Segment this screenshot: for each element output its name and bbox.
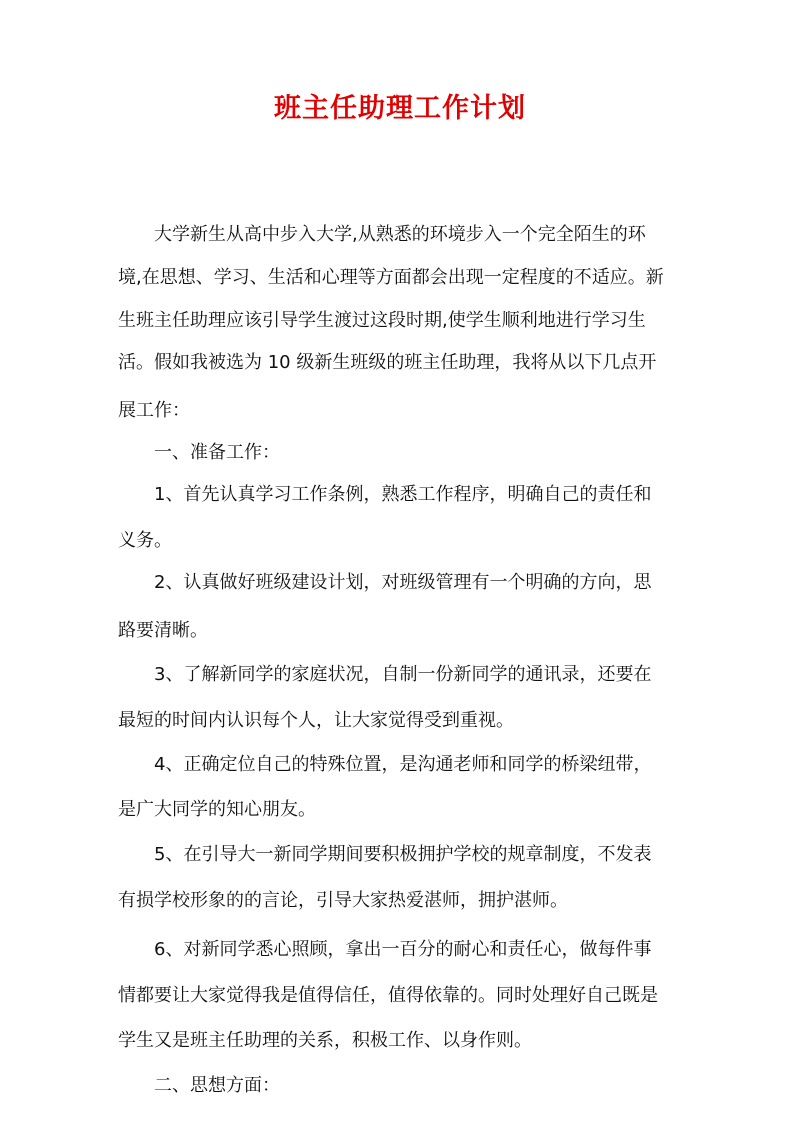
text-line: 有损学校形象的的言论，引导大家热爱湛师，拥护湛师。 (118, 890, 568, 911)
text-line: 生班主任助理应该引导学生渡过这段时期,使学生顺利地进行学习生 (118, 310, 646, 331)
text-line: 境,在思想、学习、生活和心理等方面都会出现一定程度的不适应。新 (118, 267, 664, 288)
text-line: 3、了解新同学的家庭状况，自制一份新同学的通讯录，还要在 (118, 664, 652, 685)
text-line: 是广大同学的知心朋友。 (118, 799, 316, 820)
text-line: 5、在引导大一新同学期间要积极拥护学校的规章制度，不发表 (118, 844, 652, 865)
document-title: 班主任助理工作计划 (274, 93, 526, 124)
text-line: 6、对新同学悉心照顾，拿出一百分的耐心和责任心，做每件事 (118, 939, 652, 960)
text-line: 义务。 (118, 530, 172, 551)
text-line: 最短的时间内认识每个人，让大家觉得受到重视。 (118, 710, 514, 731)
text-line: 学生又是班主任助理的关系，积极工作、以身作则。 (118, 1030, 532, 1051)
text-line: 路要清晰。 (118, 620, 208, 641)
text-line: 1、首先认真学习工作条例，熟悉工作程序，明确自己的责任和 (118, 484, 652, 505)
section-heading: 二、思想方面： (118, 1075, 280, 1096)
text-line: 展工作： (118, 400, 190, 421)
text-line: 2、认真做好班级建设计划，对班级管理有一个明确的方向，思 (118, 572, 652, 593)
text-line: 大学新生从高中步入大学,从熟悉的环境步入一个完全陌生的环 (118, 224, 646, 245)
text-line: 4、正确定位自己的特殊位置，是沟通老师和同学的桥梁纽带， (118, 754, 652, 775)
text-line: 情都要让大家觉得我是值得信任，值得依靠的。同时处理好自己既是 (118, 985, 658, 1006)
section-heading: 一、准备工作： (118, 442, 280, 463)
text-line: 活。假如我被选为 10 级新生班级的班主任助理，我将从以下几点开 (118, 352, 657, 373)
